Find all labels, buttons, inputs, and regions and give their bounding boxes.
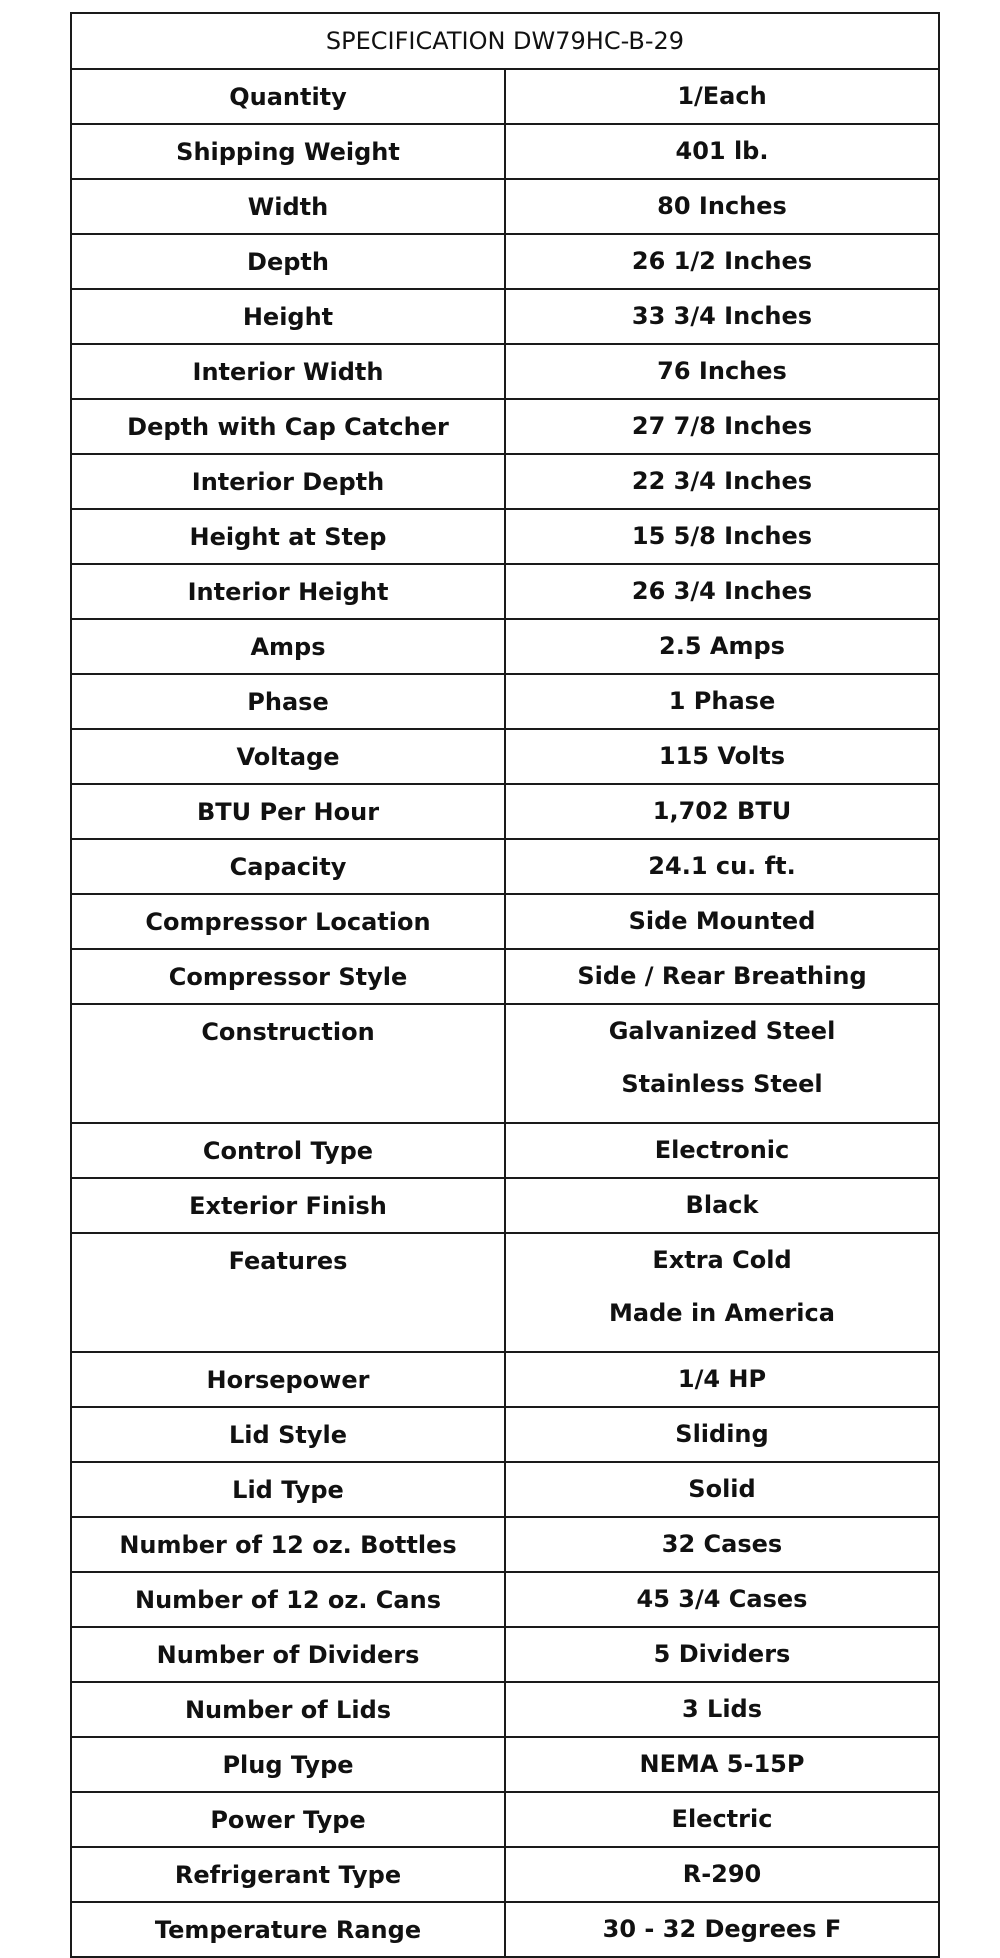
spec-label: Horsepower	[71, 1352, 505, 1407]
spec-label: Interior Depth	[71, 454, 505, 509]
spec-value-line: Electric	[671, 1805, 773, 1833]
spec-value	[505, 1572, 939, 1627]
table-row	[71, 509, 939, 564]
spec-value-line: 115 Volts	[658, 742, 786, 770]
spec-label: Power Type	[71, 1792, 505, 1847]
spec-value	[505, 234, 939, 289]
table-row	[71, 344, 939, 399]
table-row	[71, 674, 939, 729]
table-row	[71, 1627, 939, 1682]
table-row	[71, 619, 939, 674]
spec-value	[505, 1407, 939, 1462]
table-header-row	[71, 13, 939, 69]
spec-value	[505, 1792, 939, 1847]
spec-label: Height	[71, 289, 505, 344]
spec-label: Temperature Range	[71, 1902, 505, 1957]
spec-value-line: 76 Inches	[657, 357, 787, 385]
spec-value	[505, 1902, 939, 1957]
spec-label: Voltage	[71, 729, 505, 784]
spec-label: Depth with Cap Catcher	[71, 399, 505, 454]
spec-value-line: 2.5 Amps	[659, 632, 785, 660]
table-body	[71, 69, 939, 1957]
spec-label: Compressor Style	[71, 949, 505, 1004]
spec-value-line: 80 Inches	[657, 192, 787, 220]
table-row	[71, 1233, 939, 1352]
spec-value-line: 27 7/8 Inches	[631, 412, 813, 440]
spec-label: Capacity	[71, 839, 505, 894]
spec-value-line: Black	[685, 1191, 759, 1219]
spec-value	[505, 1517, 939, 1572]
spec-value	[505, 564, 939, 619]
spec-label: Features	[71, 1233, 505, 1352]
spec-value	[505, 1737, 939, 1792]
spec-value	[505, 1682, 939, 1737]
spec-value	[505, 1004, 939, 1123]
spec-value	[505, 1123, 939, 1178]
spec-value	[505, 399, 939, 454]
spec-value-line: 26 3/4 Inches	[631, 577, 813, 605]
spec-value	[505, 69, 939, 124]
table-row	[71, 1407, 939, 1462]
spec-label: Shipping Weight	[71, 124, 505, 179]
spec-value-line: Sliding	[675, 1420, 769, 1448]
spec-label: Interior Height	[71, 564, 505, 619]
spec-label: Depth	[71, 234, 505, 289]
spec-value-line: 24.1 cu. ft.	[648, 852, 796, 880]
table-row	[71, 839, 939, 894]
table-row	[71, 784, 939, 839]
spec-value-line: R-290	[682, 1860, 762, 1888]
table-row	[71, 179, 939, 234]
table-row	[71, 894, 939, 949]
table-row	[71, 1792, 939, 1847]
spec-value-line: Stainless Steel	[621, 1070, 823, 1098]
spec-value	[505, 1233, 939, 1352]
spec-value	[505, 784, 939, 839]
spec-value-line: 1,702 BTU	[652, 797, 792, 825]
spec-value	[505, 124, 939, 179]
spec-label: Phase	[71, 674, 505, 729]
spec-value	[505, 509, 939, 564]
spec-value	[505, 454, 939, 509]
spec-value-line: Solid	[688, 1475, 756, 1503]
spec-value-line: Side / Rear Breathing	[577, 962, 867, 990]
table-row	[71, 1178, 939, 1233]
spec-value-line: NEMA 5-15P	[639, 1750, 805, 1778]
spec-label: Exterior Finish	[71, 1178, 505, 1233]
table-row	[71, 234, 939, 289]
spec-value-line: 1/4 HP	[677, 1365, 767, 1393]
spec-label: Compressor Location	[71, 894, 505, 949]
spec-value	[505, 729, 939, 784]
spec-value-line: Side Mounted	[628, 907, 816, 935]
table-row	[71, 69, 939, 124]
spec-label: Interior Width	[71, 344, 505, 399]
table-row	[71, 1004, 939, 1123]
spec-value	[505, 1352, 939, 1407]
table-row	[71, 949, 939, 1004]
table-row	[71, 1517, 939, 1572]
table-row	[71, 1847, 939, 1902]
spec-label: BTU Per Hour	[71, 784, 505, 839]
table-row	[71, 1902, 939, 1957]
spec-label: Number of 12 oz. Bottles	[71, 1517, 505, 1572]
table-title: SPECIFICATION DW79HC-B-29	[71, 13, 939, 69]
table-row	[71, 124, 939, 179]
spec-value-line: Extra Cold	[652, 1246, 792, 1274]
spec-label: Control Type	[71, 1123, 505, 1178]
spec-value-line: 15 5/8 Inches	[631, 522, 813, 550]
spec-label: Width	[71, 179, 505, 234]
table-row	[71, 289, 939, 344]
spec-value-line: 5 Dividers	[653, 1640, 791, 1668]
spec-label: Amps	[71, 619, 505, 674]
spec-value-line: 32 Cases	[661, 1530, 783, 1558]
spec-label: Plug Type	[71, 1737, 505, 1792]
spec-value	[505, 949, 939, 1004]
spec-label: Quantity	[71, 69, 505, 124]
spec-label: Number of Dividers	[71, 1627, 505, 1682]
spec-value-line: Galvanized Steel	[608, 1017, 836, 1045]
spec-value	[505, 839, 939, 894]
spec-value-line: 3 Lids	[681, 1695, 763, 1723]
table-row	[71, 1462, 939, 1517]
table-row	[71, 729, 939, 784]
spec-value-line: Electronic	[654, 1136, 790, 1164]
spec-value-line: 33 3/4 Inches	[631, 302, 813, 330]
table-row	[71, 399, 939, 454]
spec-value-line: 22 3/4 Inches	[631, 467, 813, 495]
spec-value	[505, 674, 939, 729]
spec-value	[505, 179, 939, 234]
spec-value	[505, 1178, 939, 1233]
spec-label: Lid Type	[71, 1462, 505, 1517]
table-row	[71, 564, 939, 619]
spec-label: Number of 12 oz. Cans	[71, 1572, 505, 1627]
spec-value	[505, 1847, 939, 1902]
spec-value-line: Made in America	[609, 1299, 835, 1327]
table-row	[71, 1123, 939, 1178]
spec-value	[505, 344, 939, 399]
table-row	[71, 1682, 939, 1737]
table-row	[71, 1572, 939, 1627]
table-row	[71, 1737, 939, 1792]
spec-label: Refrigerant Type	[71, 1847, 505, 1902]
table-row	[71, 1352, 939, 1407]
spec-label: Number of Lids	[71, 1682, 505, 1737]
spec-value	[505, 1462, 939, 1517]
spec-label: Height at Step	[71, 509, 505, 564]
spec-value	[505, 894, 939, 949]
spec-value-line: 401 lb.	[675, 137, 769, 165]
table-row	[71, 454, 939, 509]
spec-value-line: 1 Phase	[668, 687, 776, 715]
spec-value-line: 26 1/2 Inches	[631, 247, 813, 275]
spec-value-line: 30 - 32 Degrees F	[602, 1915, 842, 1943]
spec-label: Construction	[71, 1004, 505, 1123]
spec-value-line: 1/Each	[677, 82, 767, 110]
specification-table	[70, 12, 940, 1958]
spec-value	[505, 1627, 939, 1682]
spec-label: Lid Style	[71, 1407, 505, 1462]
spec-value-line: 45 3/4 Cases	[636, 1585, 808, 1613]
spec-value	[505, 619, 939, 674]
spec-value	[505, 289, 939, 344]
